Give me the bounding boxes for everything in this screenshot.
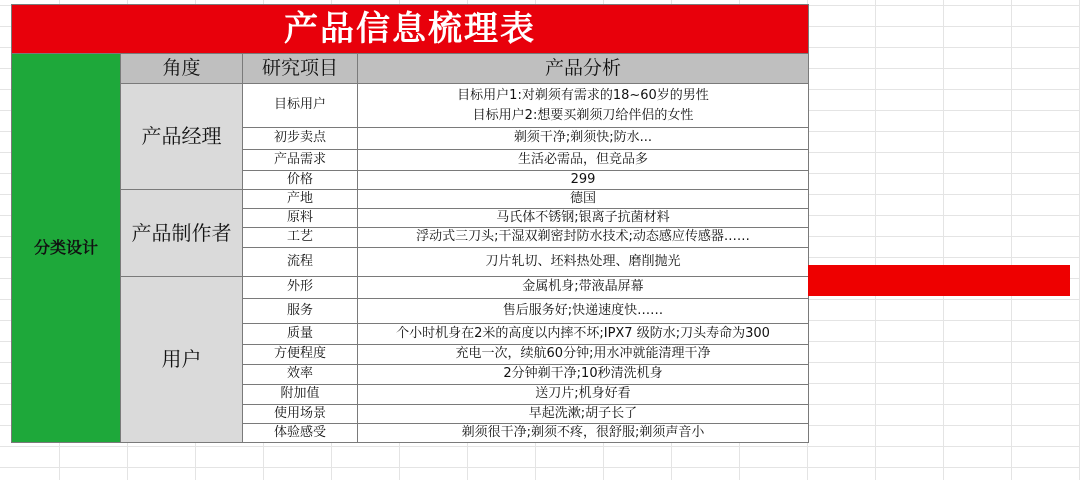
analysis-cell[interactable]: [358, 128, 809, 150]
table-row: [12, 84, 809, 128]
redaction-bar: [808, 265, 1070, 296]
analysis-cell[interactable]: [358, 424, 809, 443]
item-cell[interactable]: 工艺: [243, 228, 358, 248]
analysis-text: 马氏体不锈钢;银离子抗菌材料: [496, 209, 670, 225]
analysis-cell[interactable]: [358, 171, 809, 190]
item-cell[interactable]: 外形: [243, 277, 358, 299]
analysis-cell[interactable]: [358, 228, 809, 248]
analysis-text: 充电一次，续航60分钟;用水冲就能清理干净: [455, 346, 711, 362]
analysis-text: 送刀片;机身好看: [535, 386, 631, 402]
item-cell[interactable]: 方便程度: [243, 345, 358, 365]
analysis-cell[interactable]: [358, 84, 809, 128]
analysis-cell[interactable]: [358, 324, 809, 345]
analysis-text: 早起洗漱;胡子长了: [528, 405, 638, 421]
title-row: [12, 5, 809, 54]
analysis-cell[interactable]: [358, 345, 809, 365]
category-cell[interactable]: 分类设计: [12, 54, 121, 443]
analysis-text: 浮动式三刀头;干湿双剃密封防水技术;动态感应传感器……: [416, 229, 750, 245]
table-title[interactable]: 产品信息梳理表: [12, 5, 809, 54]
product-info-table: [11, 4, 809, 443]
table-row: [12, 190, 809, 209]
analysis-text: 刀片轧切、坯料热处理、磨削抛光: [485, 253, 681, 269]
analysis-cell[interactable]: [358, 385, 809, 405]
item-cell[interactable]: 价格: [243, 171, 358, 190]
header-item[interactable]: 研究项目: [243, 54, 358, 84]
item-cell[interactable]: 体验感受: [243, 424, 358, 443]
role-cell[interactable]: 用户: [121, 277, 243, 443]
header-row: [12, 54, 809, 84]
analysis-cell[interactable]: [358, 248, 809, 277]
item-cell[interactable]: 产地: [243, 190, 358, 209]
item-cell[interactable]: 原料: [243, 209, 358, 228]
header-angle[interactable]: 角度: [121, 54, 243, 84]
analysis-text: 金属机身;带液晶屏幕: [522, 279, 644, 295]
table-row: [12, 277, 809, 299]
header-analysis[interactable]: 产品分析: [358, 54, 809, 84]
analysis-cell[interactable]: [358, 365, 809, 385]
analysis-text: 目标用户2:想要买剃须刀给伴侣的女性: [472, 107, 694, 123]
role-cell[interactable]: 产品制作者: [121, 190, 243, 277]
role-cell[interactable]: 产品经理: [121, 84, 243, 190]
item-cell[interactable]: 附加值: [243, 385, 358, 405]
item-cell[interactable]: 初步卖点: [243, 128, 358, 150]
analysis-cell[interactable]: [358, 277, 809, 299]
analysis-text: 299: [570, 171, 596, 187]
analysis-text: 2分钟剃干净;10秒清洗机身: [503, 366, 663, 382]
analysis-text: 剃须干净;剃须快;防水...: [513, 130, 653, 146]
analysis-cell[interactable]: [358, 150, 809, 171]
item-cell[interactable]: 目标用户: [243, 84, 358, 128]
item-cell[interactable]: 质量: [243, 324, 358, 345]
item-cell[interactable]: 使用场景: [243, 405, 358, 424]
item-cell[interactable]: 流程: [243, 248, 358, 277]
item-cell[interactable]: 产品需求: [243, 150, 358, 171]
analysis-text: 剃须很干净;剃须不疼，很舒服;剃须声音小: [461, 424, 705, 440]
analysis-cell[interactable]: [358, 209, 809, 228]
analysis-text: 售后服务好;快递速度快……: [502, 302, 664, 318]
analysis-text: 生活必需品，但竞品多: [517, 151, 648, 167]
item-cell[interactable]: 效率: [243, 365, 358, 385]
item-cell[interactable]: 服务: [243, 299, 358, 324]
analysis-text: 目标用户1:对剃须有需求的18~60岁的男性: [457, 87, 709, 103]
analysis-text: 德国: [569, 190, 596, 206]
analysis-cell[interactable]: [358, 405, 809, 424]
analysis-text: 个小时机身在2米的高度以内摔不坏;IPX7 级防水;刀头寿命为300: [396, 325, 770, 341]
analysis-cell[interactable]: [358, 299, 809, 324]
analysis-cell[interactable]: [358, 190, 809, 209]
